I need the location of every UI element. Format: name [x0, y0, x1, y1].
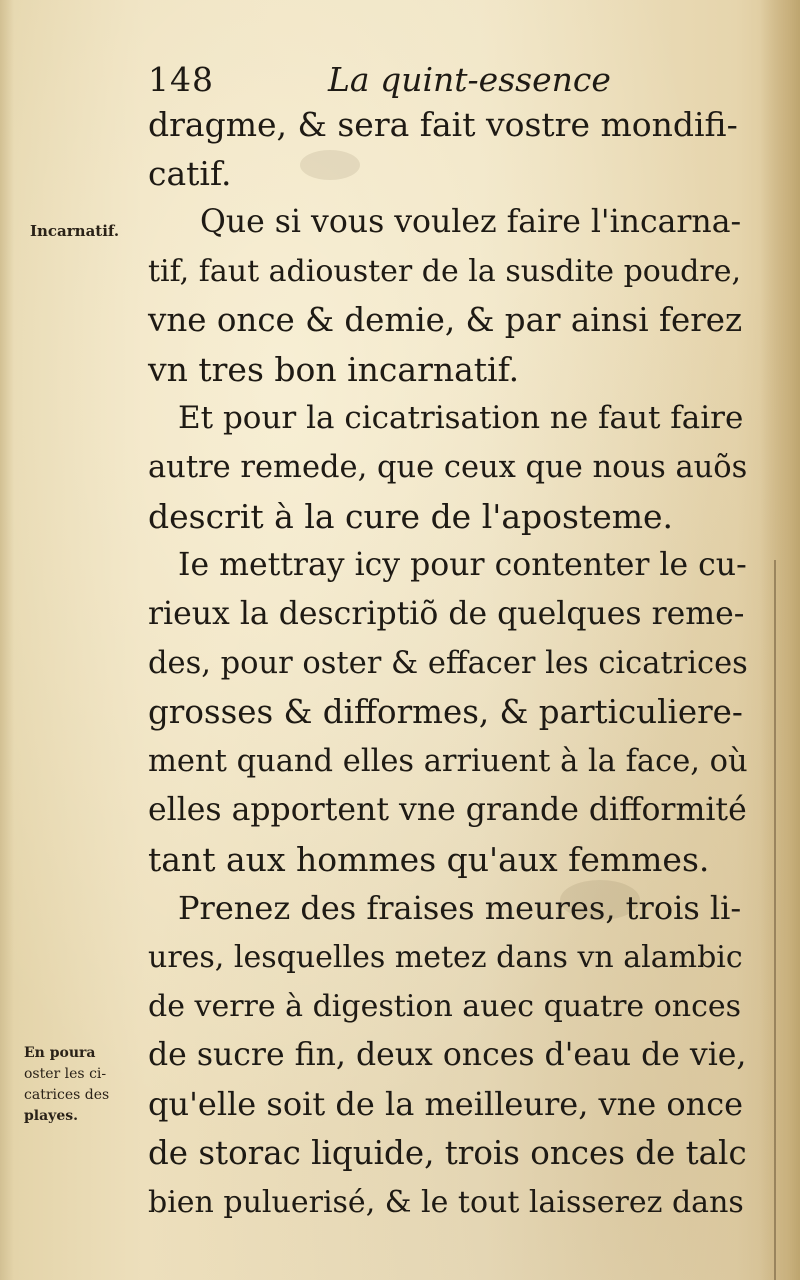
text-line: vn tres bon incarnatif. [148, 350, 520, 389]
marginal-note-cicatrices [24, 1043, 109, 1127]
marginal-note-line: En poura [24, 1045, 96, 1061]
text-line: vne once & demie, & par ainsi ferez [148, 301, 743, 339]
text-line: ures, lesquelles metez dans vn alambic [148, 940, 743, 975]
text-line: grosses & difformes, & particuliere- [148, 693, 743, 731]
text-line: qu'elle soit de la meilleure, vne once [148, 1085, 744, 1123]
paragraph-start-line: Ie mettray icy pour contenter le cu- [178, 547, 747, 583]
text-line: elles apportent vne grande difformité [148, 792, 747, 828]
text-line: catif. [148, 154, 232, 193]
text-line: ment quand elles arriuent à la face, où [148, 744, 748, 779]
paragraph-start-line: Et pour la cicatrisation ne faut faire [178, 400, 744, 436]
text-line: autre remede, que ceux que nous auõs [148, 450, 748, 485]
page-number: 148 [148, 60, 214, 99]
page-right-edge [760, 0, 800, 1280]
text-line: des, pour oster & effacer les cicatrices [148, 646, 748, 681]
text-line: bien puluerisé, & le tout laisserez dans [148, 1185, 744, 1220]
text-line: tif, faut adiouster de la susdite poudre, [148, 254, 741, 289]
text-line: descrit à la cure de l'aposteme. [148, 497, 674, 536]
text-line: rieux la descriptiõ de quelques reme- [148, 596, 745, 632]
page-left-shadow [0, 0, 14, 1280]
text-line: de storac liquide, trois onces de talc [148, 1134, 747, 1172]
body-text [148, 100, 748, 1227]
text-line: de verre à digestion auec quatre onces [148, 989, 742, 1024]
marginal-note-incarnatif: Incarnatif. [30, 222, 120, 240]
text-line: tant aux hommes qu'aux femmes. [148, 840, 710, 879]
page-binding-line [774, 560, 776, 1280]
running-title: La quint-essence [328, 60, 611, 99]
text-line: dragme, & sera fait vostre mondifi- [148, 105, 738, 144]
paragraph-start-line: Que si vous voulez faire l'incarna- [200, 204, 742, 240]
marginal-note-line: oster les ci- [24, 1066, 107, 1082]
paragraph-start-line: Prenez des fraises meures, trois li- [178, 889, 742, 927]
text-line: de sucre fin, deux onces d'eau de vie, [148, 1037, 747, 1073]
running-header [148, 58, 768, 102]
marginal-note-line: catrices des [24, 1087, 110, 1103]
marginal-note-line: playes. [24, 1108, 78, 1124]
